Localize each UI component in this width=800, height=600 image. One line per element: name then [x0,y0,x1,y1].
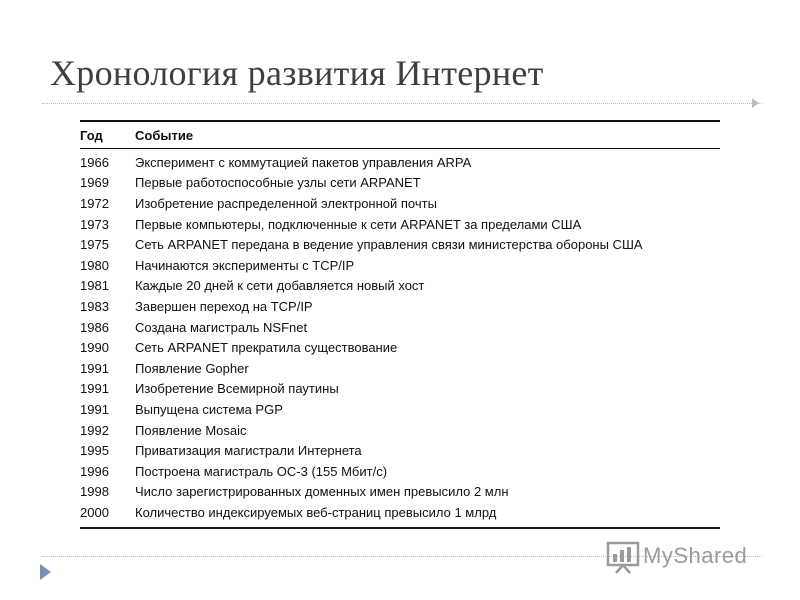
table-row [80,193,720,214]
row-year: 1998 [80,484,109,500]
watermark [606,538,747,574]
row-year: 1966 [80,154,109,170]
title-divider [42,103,762,104]
divider-arrow-icon [752,98,759,108]
table-row [80,296,720,317]
table-body [80,149,720,527]
table-row [80,173,720,194]
row-year: 1990 [80,340,109,356]
row-event: Появление Mosaic [135,422,247,438]
row-event: Сеть ARPANET прекратила существование [135,340,398,356]
row-event: Изобретение Всемирной паутины [135,381,339,397]
row-event: Завершен переход на TCP/IP [135,298,313,314]
myshared-logo-icon [606,538,640,574]
table-row [80,440,720,461]
row-event: Приватизация магистрали Интернета [135,443,362,459]
page-title: Хронология развития Интернет [50,53,544,93]
row-year: 1969 [80,175,109,191]
row-year: 1972 [80,195,109,211]
row-year: 1980 [80,257,109,273]
table-row [80,234,720,255]
next-slide-arrow-icon[interactable] [40,564,51,580]
row-event: Выпущена система PGP [135,401,283,417]
row-event: Изобретение распределенной электронной почты [135,195,437,211]
row-event: Сеть ARPANET передана в ведение управления связи министерства обороны США [135,237,643,253]
table-row [80,420,720,441]
row-year: 1991 [80,360,109,376]
table-row [80,399,720,420]
table-row [80,255,720,276]
table-row [80,276,720,297]
row-event: Первые компьютеры, подключенные к сети ARPANET за пределами США [135,216,582,232]
row-year: 1981 [80,278,109,294]
row-year: 1991 [80,401,109,417]
row-year: 1986 [80,319,109,335]
row-year: 1992 [80,422,109,438]
row-year: 1996 [80,463,109,479]
row-event: Создана магистраль NSFnet [135,319,308,335]
row-event: Число зарегистрированных доменных имен превысило 2 млн [135,484,509,500]
row-event: Построена магистраль OC-3 (155 Мбит/с) [135,463,388,479]
row-event: Каждые 20 дней к сети добавляется новый хост [135,278,425,294]
row-event: Начинаются эксперименты с TCP/IP [135,257,355,273]
table-row [80,337,720,358]
timeline-table [80,120,720,529]
row-event: Появление Gopher [135,360,249,376]
row-year: 1995 [80,443,109,459]
row-year: 1983 [80,298,109,314]
row-year: 2000 [80,504,109,520]
table-row [80,379,720,400]
table-row [80,482,720,503]
row-year: 1973 [80,216,109,232]
row-event: Первые работоспособные узлы сети ARPANET [135,175,421,191]
header-event: Событие [135,127,194,143]
table-row [80,358,720,379]
table-row [80,152,720,173]
header-year: Год [80,127,103,143]
row-year: 1991 [80,381,109,397]
table-row [80,214,720,235]
row-year: 1975 [80,237,109,253]
row-event: Эксперимент с коммутацией пакетов управления ARPA [135,154,472,170]
table-row [80,317,720,338]
table-row [80,502,720,523]
table-header [80,122,720,149]
watermark-text: MyShared [643,543,748,568]
row-event: Количество индексируемых веб-страниц превысило 1 млрд [135,504,497,520]
table-row [80,461,720,482]
